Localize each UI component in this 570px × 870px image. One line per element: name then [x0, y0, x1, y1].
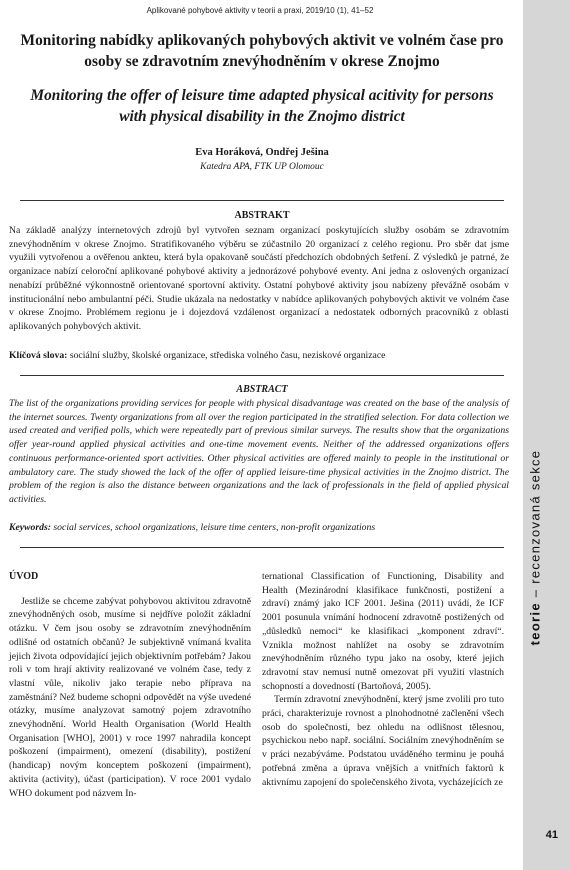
- abstrakt-text: Na základě analýzy internetových zdrojů byl vytvořen seznam organizací poskytujících služby osobám se zdravotním znevýhodněním v okrese Znojmo. Stratifikovaného výběru se zúčastnilo 20 organizací z celého regionu. Pro sběr dat jsme využili vytvořenou a ověřenou ankteu, která byla opakovaně součástí předchozích obdobných šetření. Z výsledků je patrné, že organizace nabízí celoroční aplikované pohybové aktivity a jednorázové pohybové eventy. Ani jedna z oslovených organizací nenabízí průběžné výkonnostně orientované sportovní aktivity. Ostatní pohybové aktivity jsou nabízeny převážně osobám v institucionální nebo ambulantní péči. Studie ukázala na nedostatky v nabídce aplikovaných pohybových aktivit ve volném čase v okrese Znojmo. Problémem regionu je i dojezdová vzdálenost organizací a nedostatek odborných pracovníků z oblasti aplikovaných pohybových aktivit.: [9, 225, 509, 332]
- column-right: [262, 570, 504, 789]
- section-side-tab: [523, 0, 570, 870]
- keywords-label: Keywords:: [9, 522, 51, 533]
- right-column-paragraph-1: ternational Classification of Functioning, Disability and Health (Mezinárodní klasifikace funkčnosti, postižení a zdraví) známý jako ICF 2001. Ješina (2011) uvádí, že ICF 2001 posunula vnímání hodnocení zdravotně postižených od „důsledků nemoci“ ke klasifikaci „komponent zdraví“. Vznikla možnost nahlížet na osoby se zdravotním znevýhodněním různého typu jako na osoby, které jejich zdravotní stav nemusí nutně omezovat při využití vlastních schopností a dovedností (Bartoňová, 2005).: [262, 571, 504, 692]
- keywords: [9, 522, 509, 533]
- section-label: [528, 338, 543, 758]
- authors: Eva Horáková, Ondřej Ješina: [195, 147, 329, 158]
- abstrakt-heading: ABSTRAKT: [234, 210, 290, 221]
- section-label-rest: – recenzovaná sekce: [527, 449, 543, 603]
- section-label-bold: teorie: [527, 602, 543, 646]
- abstract-text: The list of the organizations providing services for people with physical disadvantage was created on the base of the analysis of the internet sources. Twenty organizations from all over the region participated in the stratified selection. For data collection we used created and verified polls, which were repeatedly part of previous similar surveys. The results show that the organizations offer year-round applied physical activities and one-time movement events. Neither of the addressed organizations offers continuous performance-oriented sport activities. Other physical activities are offered mainly to people in the institutional or ambulatory care. The study showed the lack of the offer of applied leisure-time physical activities in the Znojmo district. The problem of the region is also the distance between organizations and the lack of professionals in the field of applied physical activities.: [9, 398, 509, 505]
- uvod-heading: ÚVOD: [9, 571, 39, 582]
- column-left: [9, 570, 251, 800]
- right-column-paragraph-2: Termín zdravotní znevýhodnění, který jsme zvolili pro tuto práci, charakterizuje rovnost a plnohodnotné začlenění všech osob do společnosti, bez ohledu na odlišnost tělesnou, psychickou nebo např. sociální. Sociálním znevýhodněním se v práci nezabýváme. Podstatou uváděného terminu je pouhá potřebná změna a úprava vnějších a vnitřních faktorů k aktivnímu zapojení do společenského života, vycházejících ze: [262, 694, 504, 788]
- keywords-text: social services, school organizations, leisure time centers, non-profit organizations: [50, 522, 376, 533]
- abstract-heading: ABSTRACT: [236, 384, 288, 395]
- left-column-paragraph: Jestliže se chceme zabývat pohybovou aktivitou zdravotně znevýhodněných osob, musíme si nejdříve položit základní otázku. V čem jsou osoby se zdravotním znevýhodněním odlišné od ostatních občanů? Je subjektivně vnímaná kvalita jejich života odpovídající jejich objektivním potřebám? Jakou roli v tom hrají aktivity realizované ve volném čase, tedy z vlastní vůle, nikoliv jako terapie nebo příprava na zaměstnání? Než budeme schopni odpovědět na výše uvedené otázky, musíme analyzovat samotný pojem zdravotního znevýhodnění. World Health Organisation (World Health Organisation [WHO], 2001) v roce 1997 nahradila koncept poškození (impairment), omezení (disability), postižení (handicap) novým konceptem poškození (impairment), aktivita (activity), účast (participation). V roce 2001 vydalo WHO dokument pod názvem In-: [9, 595, 251, 799]
- klicova-text: sociální služby, školské organizace, střediska volného času, neziskové organizace: [67, 350, 386, 361]
- divider-middle: [20, 375, 504, 376]
- title-czech: Monitoring nabídky aplikovaných pohybových aktivit ve volném čase pro osoby se zdravotním znevýhodněním v okrese Znojmo: [20, 32, 504, 70]
- affiliation: Katedra APA, FTK UP Olomouc: [200, 162, 324, 172]
- divider-top: [20, 200, 504, 201]
- page-number: 41: [545, 829, 558, 841]
- running-head: Aplikované pohybové aktivity v teorii a praxi, 2019/10 (1), 41–52: [146, 6, 374, 15]
- title-english: Monitoring the offer of leisure time adapted physical acitivity for persons with physical disability in the Znojmo district: [30, 87, 494, 125]
- klicova-slova: [9, 350, 509, 361]
- divider-bottom: [20, 547, 504, 548]
- klicova-label: Klíčová slova:: [9, 350, 68, 361]
